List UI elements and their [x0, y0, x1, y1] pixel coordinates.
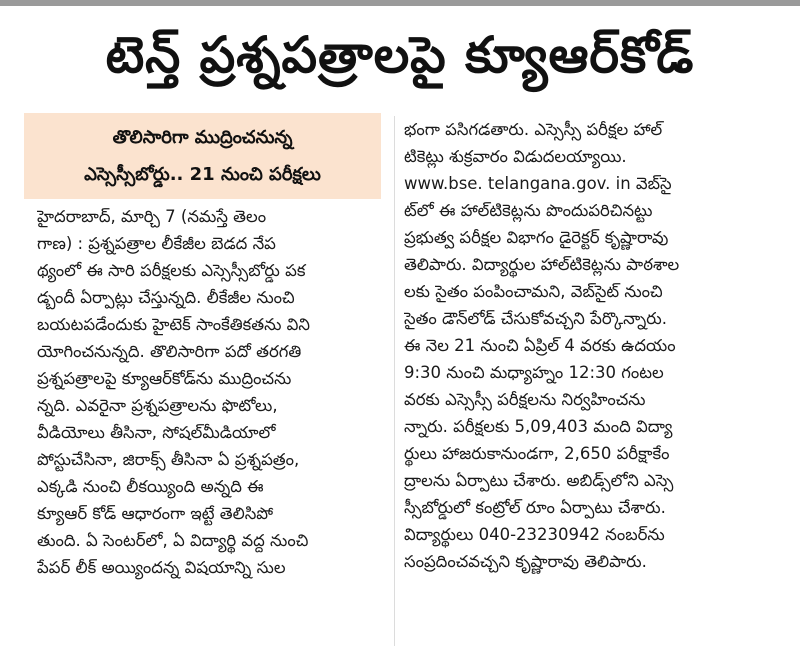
article-text-line: సంప్రదించవచ్చని కృష్ణారావు తెలిపారు.: [404, 552, 647, 571]
article-text-line: ప్రశ్నపత్రాలపై క్యూఆర్‌కోడ్‌ను ముద్రించను: [37, 369, 292, 388]
article-text-line: డ్బందీ ఏర్పాట్లు చేస్తున్నది. లీకేజీల నుంచి: [37, 288, 295, 307]
article-text-line: ద్రాలను ఏర్పాటు చేశారు. అబిడ్స్‌లోని ఎస్సె: [404, 471, 674, 490]
article-text-line: విద్యార్థులు 040-23230942 నంబర్‌ను: [404, 525, 665, 544]
top-rule: [0, 0, 800, 6]
article-text-line: స్సీబోర్డులో కంట్రోల్ రూం ఏర్పాటు చేశారు.: [404, 498, 666, 517]
column-divider: [394, 116, 395, 646]
article-text-line: తుంది. ఏ సెంటర్‌లో, ఏ విద్యార్థి వద్ద నుంచి: [37, 531, 309, 550]
article-text-line: సైతం డౌన్‌లోడ్ చేసుకోవచ్చని పేర్కొన్నారు.: [404, 309, 667, 328]
article-text-line: www.bse. telangana.gov. in వెబ్‌సై: [404, 174, 672, 193]
headline: టెన్త్ ప్రశ్నపత్రాలపై క్యూఆర్‌కోడ్: [105, 26, 695, 84]
article-text-line: ర్థులు హాజరుకానుండగా, 2,650 పరీక్షాకేం: [404, 444, 670, 463]
article-text-line: లకు సైతం పంపించామని, వెబ్‌సైట్ నుంచి: [404, 282, 663, 301]
article-text-line: వరకు ఎస్సెస్సీ పరీక్షలను నిర్వహించను: [404, 390, 646, 409]
article-text-line: క్యూఆర్ కోడ్ ఆధారంగా ఇట్టే తెలిసిపో: [37, 504, 274, 523]
article-text-line: తెలిపారు. విద్యార్థుల హాల్‌టికెట్లను పాఠశాల: [404, 255, 680, 274]
subheadline-line-1: తొలిసారిగా ముద్రించనున్న: [112, 127, 293, 148]
article-text-line: ఈ నెల 21 నుంచి ఏప్రిల్ 4 వరకు ఉదయం: [404, 336, 676, 355]
article-text-line: పోస్టుచేసినా, జిరాక్స్ తీసినా ఏ ప్రశ్నపత్రం,: [37, 450, 300, 469]
subheadline-line-2: ఎస్సెస్సీబోర్డు.. 21 నుంచి పరీక్షలు: [84, 164, 321, 185]
article-text-line: గాణ) : ప్రశ్నపత్రాల లీకేజీల బెడద నేప: [37, 234, 276, 253]
article-column-left: [37, 203, 387, 581]
article-text-line: 9:30 నుంచి మధ్యాహ్నం 12:30 గంటల: [404, 363, 664, 382]
article-text-line: భంగా పసిగడతారు. ఎస్సెస్సీ పరీక్షల హాల్: [404, 120, 663, 139]
article-text-line: ఎక్కడి నుంచి లీకయ్యింది అన్నది ఈ: [37, 477, 264, 496]
article-text-line: హైదరాబాద్, మార్చి 7 (నమస్తే తెలం: [37, 207, 267, 226]
subheadline-box: [24, 113, 381, 199]
article-text-line: టికెట్లు శుక్రవారం విడుదలయ్యాయి.: [404, 147, 627, 166]
article-text-line: న్నారు. పరీక్షలకు 5,09,403 మంది విద్యా: [404, 417, 673, 436]
article-text-line: యోగించనున్నది. తొలిసారిగా పదో తరగతి: [37, 342, 302, 361]
article-text-line: ప్రభుత్వ పరీక్షల విభాగం డైరెక్టర్ కృష్ణారావు: [404, 228, 669, 247]
article-text-line: బయటపడేందుకు హైటెక్ సాంకేతికతను విని: [37, 315, 310, 334]
article-text-line: థ్యంలో ఈ సారి పరీక్షలకు ఎస్సెస్సీబోర్డు పక: [37, 261, 306, 280]
article-column-right: [404, 116, 749, 575]
article-text-line: వీడియోలు తీసినా, సోషల్‌మీడియాలో: [37, 423, 276, 442]
article-text-line: ట్‌లో ఈ హాల్‌టికెట్లను పొందుపరిచినట్టు: [404, 201, 653, 220]
article-text-line: న్నది. ఎవరైనా ప్రశ్నపత్రాలను ఫొటోలు,: [37, 396, 278, 415]
article-text-line: పేపర్ లీక్ అయ్యిందన్న విషయాన్ని సుల: [37, 558, 286, 577]
